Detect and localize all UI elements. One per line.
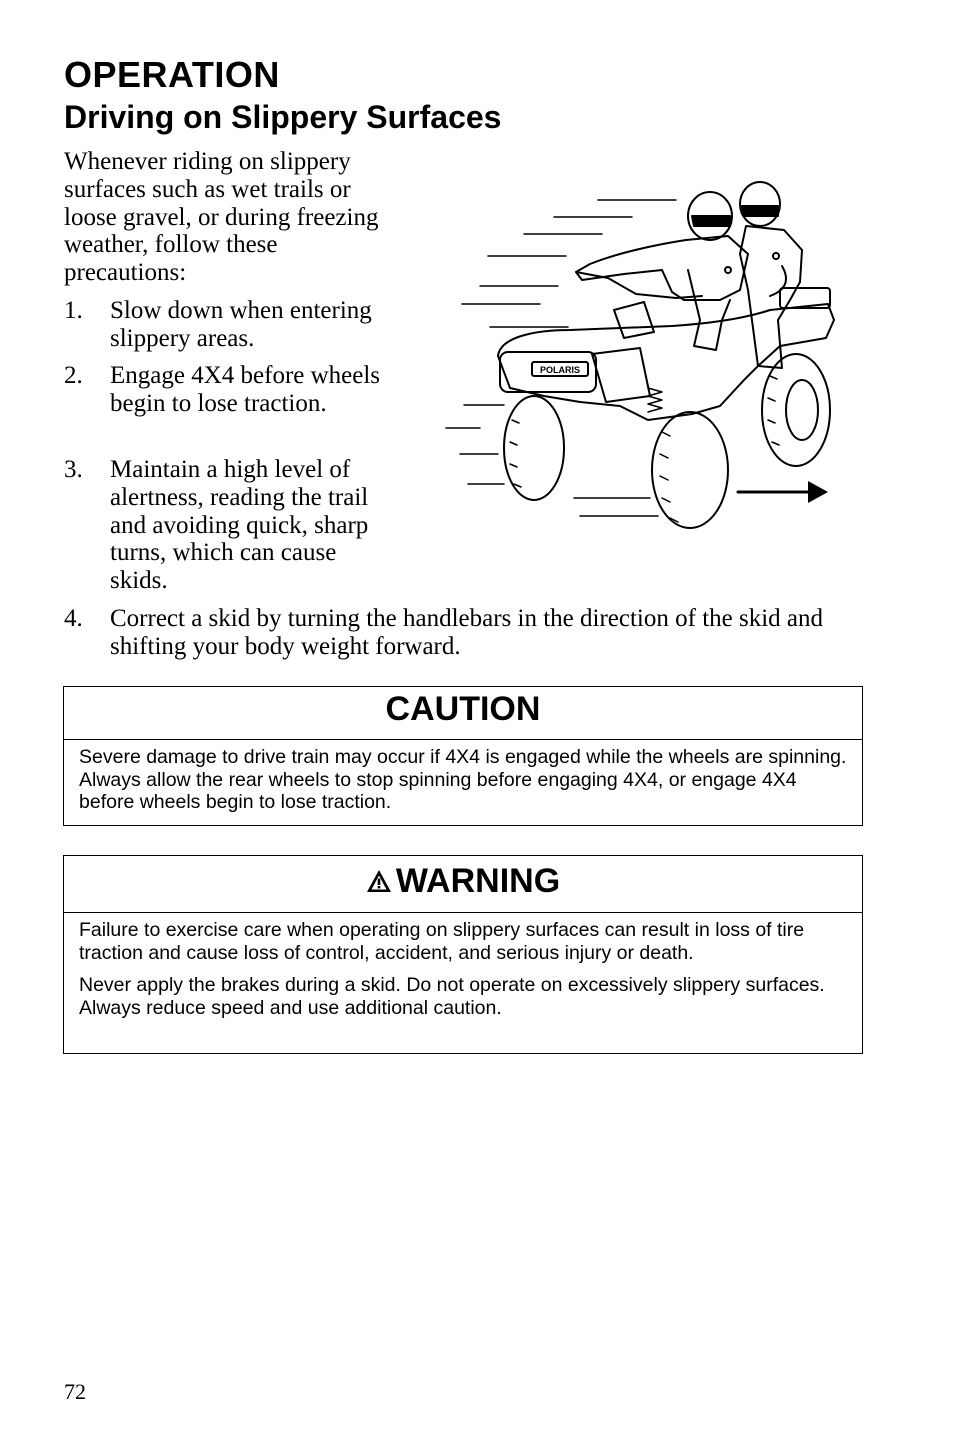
list-item bbox=[64, 362, 394, 418]
page-number: 72 bbox=[64, 1379, 86, 1404]
warning-text: Failure to exercise care when operating on slippery surfaces can result in loss of tire traction and cause loss of control, accident, and serious injury or death. bbox=[79, 919, 805, 964]
warning-text: Never apply the brakes during a skid. Do not operate on excessively slippery surfaces. Always reduce speed and use additional caution. bbox=[79, 974, 825, 1019]
list-item bbox=[64, 605, 864, 661]
atv-illustration bbox=[440, 170, 840, 540]
warning-triangle-icon bbox=[366, 869, 392, 893]
caution-title: CAUTION bbox=[64, 687, 862, 740]
warning-notice bbox=[63, 855, 863, 1054]
subsection-title: Driving on Slippery Surfaces bbox=[64, 99, 502, 135]
section-title: OPERATION bbox=[64, 54, 280, 95]
rider-rear bbox=[740, 182, 802, 368]
caution-notice bbox=[63, 686, 863, 826]
list-item-text: Engage 4X4 before wheels begin to lose traction. bbox=[110, 362, 381, 417]
list-item-number: 4. bbox=[64, 605, 83, 632]
front-wheel bbox=[652, 412, 728, 528]
warning-header bbox=[64, 856, 862, 913]
list-item-number: 3. bbox=[64, 456, 83, 483]
list-item-number: 2. bbox=[64, 362, 83, 389]
list-item-text: Slow down when entering slippery areas. bbox=[110, 297, 372, 352]
brand-label: POLARIS bbox=[539, 365, 581, 375]
list-item-number: 1. bbox=[64, 297, 83, 324]
list-item-text: Correct a skid by turning the handlebars in the direction of the skid and shifting your body weight forward. bbox=[110, 605, 824, 660]
front-wheel bbox=[504, 396, 564, 500]
list-item-text: Maintain a high level of alertness, reading the trail and avoiding quick, sharp turns, which can cause skids. bbox=[110, 456, 369, 595]
warning-title: WARNING bbox=[395, 862, 561, 900]
list-item bbox=[64, 297, 394, 353]
intro-paragraph: Whenever riding on slippery surfaces such as wet trails or loose gravel, or during freezing weather, follow these precautions: bbox=[64, 148, 379, 287]
caution-text: Severe damage to drive train may occur if 4X4 is engaged while the wheels are spinning. Always allow the rear wheels to stop spinning before engaging 4X4, or engage 4X4 before wheels begin to lose traction. bbox=[79, 746, 847, 813]
rear-wheel bbox=[762, 354, 830, 466]
list-item bbox=[64, 456, 394, 595]
direction-arrow-icon bbox=[738, 481, 828, 503]
